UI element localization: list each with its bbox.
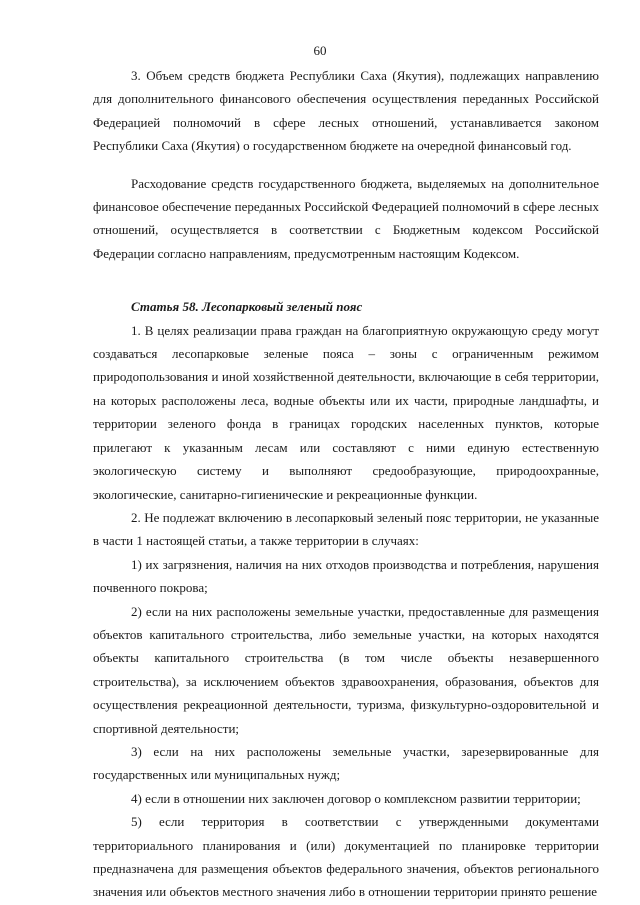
- article-item-1: 1) их загрязнения, наличия на них отходов производства и потребления, нарушения почвенного покрова;: [93, 556, 599, 596]
- article-58: [93, 295, 599, 904]
- article-clause-1: 1. В целях реализации права граждан на благоприятную окружающую среду могут создаваться лесопарковые зеленые пояса – зоны с ограниченным режимом природопользования и иной хозяйственной деятельности, включающие в себя территории, на которых расположены леса, водные объекты или их части, природные ландшафты, и территории зеленого фонда в границах городских населенных пунктов, которые прилегают к указанным лесам или составляют с ними единую естественную экологическую систему и выполняют средообразующие, природоохранные, экологические, санитарно-гигиенические и рекреационные функции.: [93, 322, 599, 502]
- document-body: [93, 64, 599, 904]
- article-item-4: 4) если в отношении них заключен договор о комплексном развитии территории;: [131, 790, 581, 806]
- page-number: 60: [313, 43, 327, 58]
- article-title: Статья 58. Лесопарковый зеленый пояс: [131, 299, 363, 315]
- article-clause-2: 2. Не подлежат включению в лесопарковый зеленый пояс территории, не указанные в части 1 настоящей статьи, а также территории в случаях:: [93, 509, 599, 549]
- paragraph-budget-volume: 3. Объем средств бюджета Республики Саха (Якутия), подлежащих направлению для дополнительного финансового обеспечения осуществления переданных Российской Федерацией полномочий в сфере лесных отношений, устанавливается законом Республики Саха (Якутия) о государственном бюджете на очередной финансовый год.: [93, 68, 599, 154]
- article-item-2: 2) если на них расположены земельные участки, предоставленные для размещения объектов капитального строительства, либо земельные участки, на которых находятся объекты капитального строительства (в том числе объекты незавершенного строительства), за исключением объектов здравоохранения, образования, объектов для осуществления рекреационной деятельности, туризма, физкультурно-оздоровительной и спортивной деятельности;: [93, 603, 599, 736]
- article-item-3: 3) если на них расположены земельные участки, зарезервированные для государственных или муниципальных нужд;: [93, 743, 599, 783]
- article-item-5: 5) если территория в соответствии с утвержденными документами территориального планирования и (или) документацией по планировке территории предназначена для размещения объектов федерального значения, объектов регионального значения или объектов местного значения либо в отношении территории принято решение: [93, 814, 599, 900]
- paragraph-budget-spending: Расходование средств государственного бюджета, выделяемых на дополнительное финансовое обеспечение переданных Российской Федерацией полномочий в сфере лесных отношений, осуществляется в соответствии с Бюджетным кодексом Российской Федерации согласно направлениям, предусмотренным настоящим Кодексом.: [93, 175, 599, 261]
